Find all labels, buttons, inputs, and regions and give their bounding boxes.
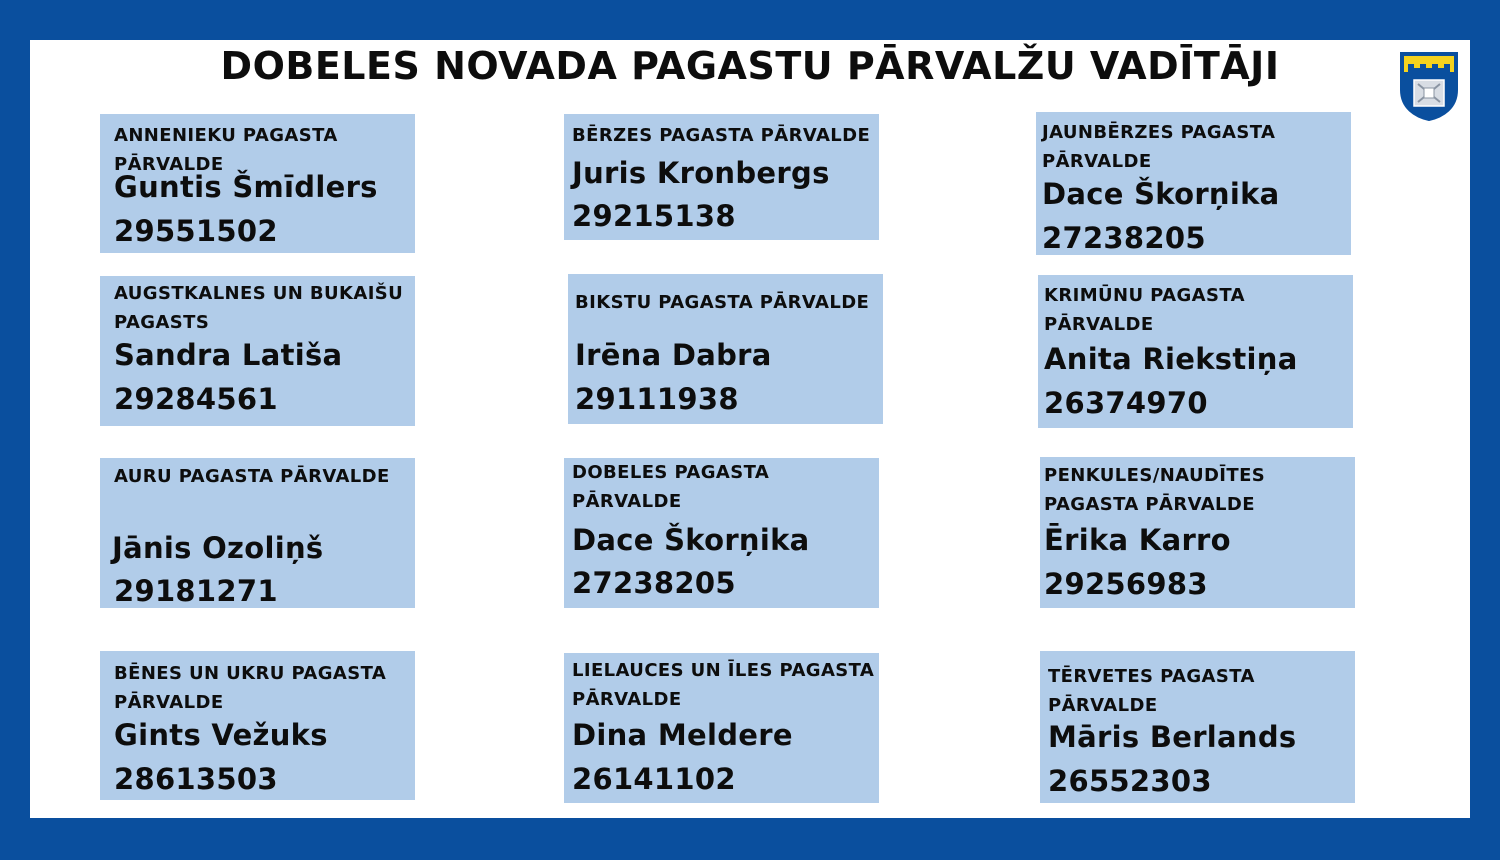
card-name: Irēna Dabra <box>575 338 772 372</box>
card-name: Gints Vežuks <box>114 718 328 752</box>
card-berzes <box>564 114 879 240</box>
card-name: Anita Riekstiņa <box>1044 342 1298 376</box>
card-label: KRIMŪNU PAGASTA PĀRVALDE <box>1044 285 1245 335</box>
card-bikstu <box>568 274 883 424</box>
card-phone: 27238205 <box>1042 221 1206 255</box>
card-label: BĒNES UN UKRU PAGASTA PĀRVALDE <box>114 663 387 713</box>
card-name: Māris Berlands <box>1048 720 1297 754</box>
card-label: AUGSTKALNES UN BUKAIŠU PAGASTS <box>114 283 404 333</box>
card-label: TĒRVETES PAGASTA PĀRVALDE <box>1048 666 1255 716</box>
card-name: Jānis Ozoliņš <box>112 531 324 565</box>
card-krimunu <box>1038 275 1353 428</box>
card-tervetes <box>1040 651 1355 803</box>
card-label: DOBELES PAGASTA PĀRVALDE <box>572 462 770 512</box>
card-phone: 26374970 <box>1044 386 1208 420</box>
card-jaunberzes <box>1036 112 1351 255</box>
card-name: Juris Kronbergs <box>572 156 830 190</box>
page-title: DOBELES NOVADA PAGASTU PĀRVALŽU VADĪTĀJI <box>220 44 1280 88</box>
municipality-coat-of-arms-icon <box>1398 50 1460 122</box>
card-benes <box>100 651 415 800</box>
card-phone: 29256983 <box>1044 567 1208 601</box>
card-label: AURU PAGASTA PĀRVALDE <box>114 466 390 487</box>
card-phone: 29215138 <box>572 199 736 233</box>
card-dobeles <box>564 458 879 608</box>
card-phone: 27238205 <box>572 566 736 600</box>
card-phone: 28613503 <box>114 762 278 796</box>
card-phone: 29551502 <box>114 214 278 248</box>
card-name: Dina Meldere <box>572 718 793 752</box>
card-label: LIELAUCES UN ĪLES PAGASTA PĀRVALDE <box>572 660 875 710</box>
card-augstkalnes <box>100 276 415 426</box>
card-phone: 26552303 <box>1048 764 1212 798</box>
card-name: Guntis Šmīdlers <box>114 170 378 204</box>
card-lielauces <box>564 653 879 803</box>
card-name: Sandra Latiša <box>114 338 343 372</box>
card-auru <box>100 458 415 608</box>
card-label: BĒRZES PAGASTA PĀRVALDE <box>572 125 871 146</box>
card-penkules <box>1040 457 1355 608</box>
card-phone: 26141102 <box>572 762 736 796</box>
card-name: Dace Škorņika <box>1042 177 1280 211</box>
card-label: ANNENIEKU PAGASTA PĀRVALDE <box>114 125 338 175</box>
card-phone: 29284561 <box>114 382 278 416</box>
card-annenieku <box>100 114 415 253</box>
card-phone: 29181271 <box>114 574 278 608</box>
card-label: JAUNBĒRZES PAGASTA PĀRVALDE <box>1042 122 1276 172</box>
card-label: BIKSTU PAGASTA PĀRVALDE <box>575 292 870 313</box>
card-label: PENKULES/NAUDĪTES PAGASTA PĀRVALDE <box>1044 465 1266 515</box>
card-name: Ērika Karro <box>1044 523 1231 557</box>
card-name: Dace Škorņika <box>572 523 810 557</box>
card-phone: 29111938 <box>575 382 739 416</box>
